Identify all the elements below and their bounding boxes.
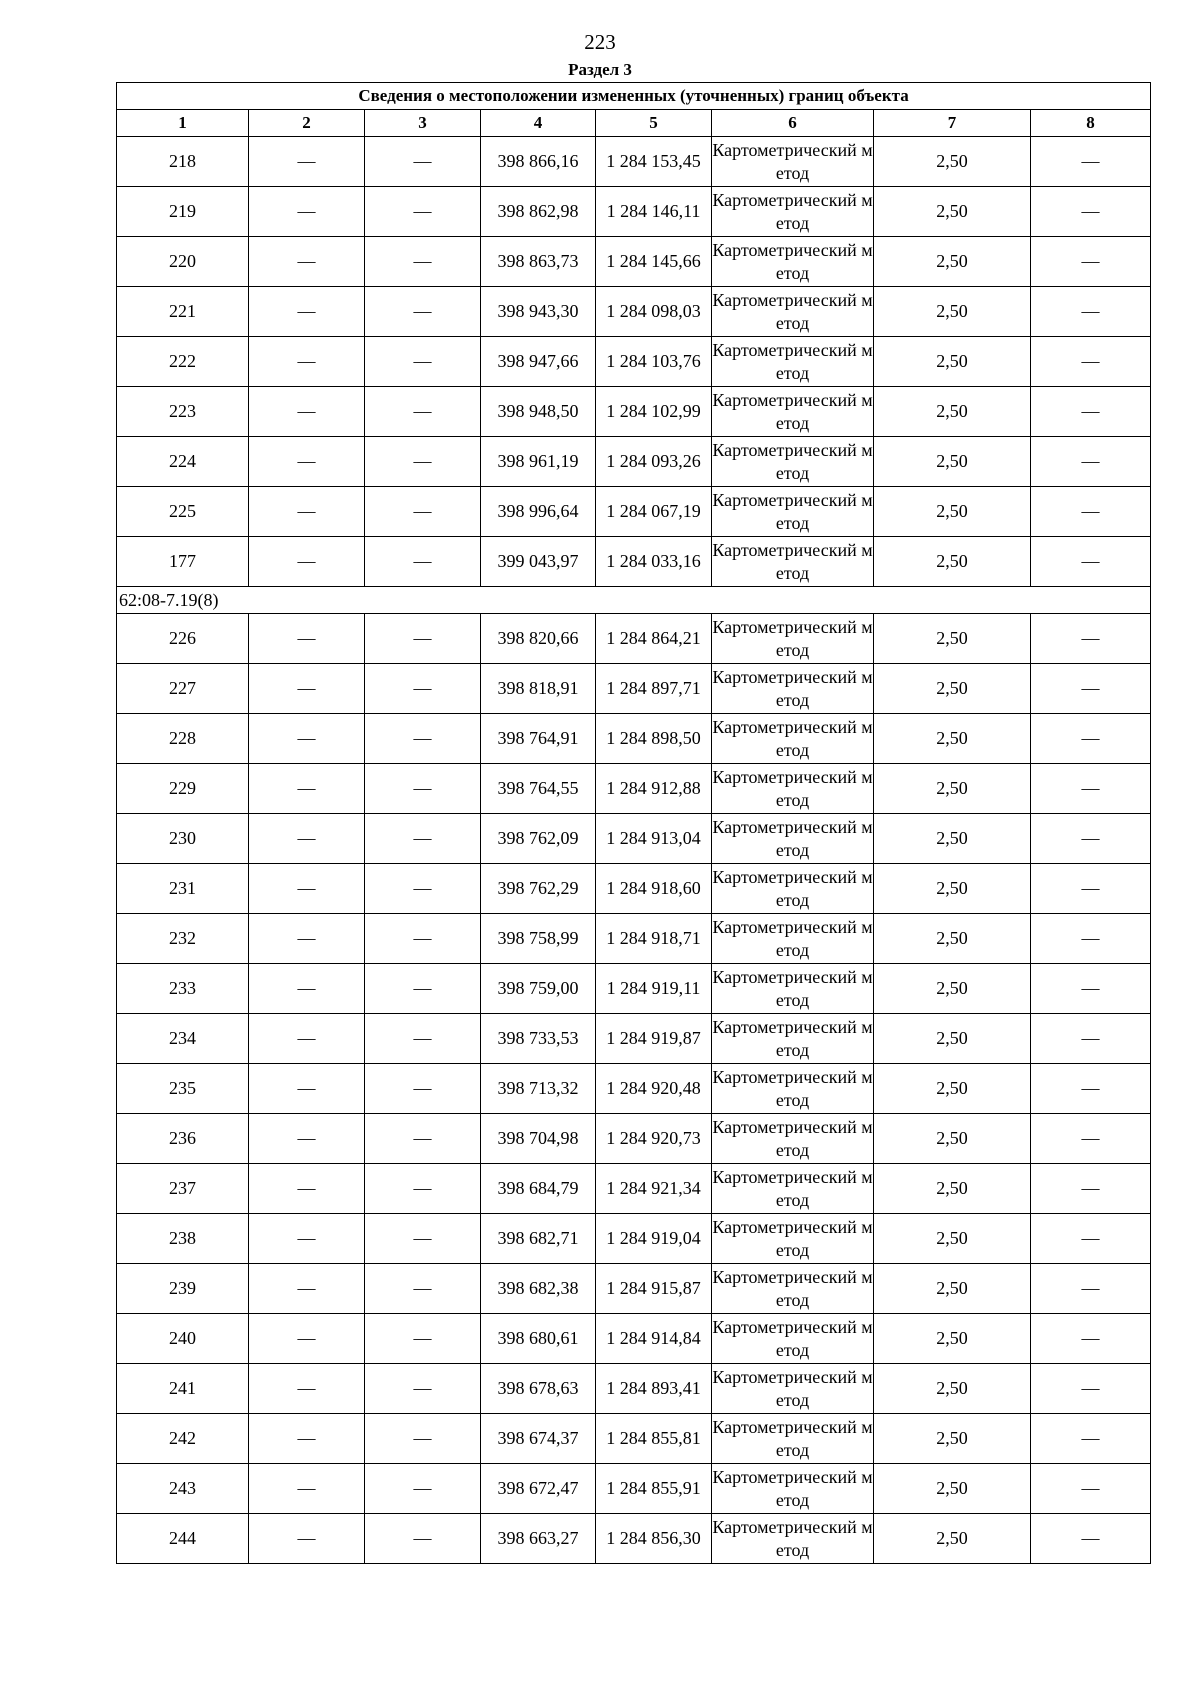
x-coordinate-cell: 398 961,19: [481, 437, 596, 487]
table-row: [117, 1114, 1151, 1164]
point-number-cell: 222: [117, 337, 249, 387]
col2-cell: —: [249, 337, 365, 387]
col8-cell: —: [1031, 614, 1151, 664]
x-coordinate-cell: 398 713,32: [481, 1064, 596, 1114]
x-coordinate-cell: 398 863,73: [481, 237, 596, 287]
table-row: [117, 1064, 1151, 1114]
y-coordinate-cell: 1 284 919,04: [596, 1214, 712, 1264]
accuracy-cell: 2,50: [874, 1314, 1031, 1364]
point-number-cell: 244: [117, 1514, 249, 1564]
table-row: [117, 1164, 1151, 1214]
method-cell: Картометрический метод: [712, 814, 874, 864]
col3-cell: —: [365, 187, 481, 237]
y-coordinate-cell: 1 284 856,30: [596, 1514, 712, 1564]
point-number-cell: 223: [117, 387, 249, 437]
col3-cell: —: [365, 964, 481, 1014]
col8-cell: —: [1031, 387, 1151, 437]
table-body-b: [117, 614, 1151, 1564]
col2-cell: —: [249, 137, 365, 187]
x-coordinate-cell: 398 733,53: [481, 1014, 596, 1064]
accuracy-cell: 2,50: [874, 137, 1031, 187]
col8-cell: —: [1031, 1014, 1151, 1064]
method-cell: Картометрический метод: [712, 1214, 874, 1264]
col3-cell: —: [365, 814, 481, 864]
table-row: [117, 614, 1151, 664]
table-row: [117, 764, 1151, 814]
point-number-cell: 221: [117, 287, 249, 337]
col2-cell: —: [249, 714, 365, 764]
group-row: [117, 587, 1151, 614]
col2-cell: —: [249, 1114, 365, 1164]
table-row: [117, 487, 1151, 537]
x-coordinate-cell: 398 866,16: [481, 137, 596, 187]
y-coordinate-cell: 1 284 914,84: [596, 1314, 712, 1364]
col3-cell: —: [365, 1114, 481, 1164]
table-caption-row: [117, 83, 1151, 110]
table-row: [117, 1464, 1151, 1514]
col8-cell: —: [1031, 1214, 1151, 1264]
x-coordinate-cell: 398 682,38: [481, 1264, 596, 1314]
col2-cell: —: [249, 237, 365, 287]
col2-cell: —: [249, 864, 365, 914]
col3-cell: —: [365, 1264, 481, 1314]
col3-cell: —: [365, 1414, 481, 1464]
point-number-cell: 225: [117, 487, 249, 537]
y-coordinate-cell: 1 284 103,76: [596, 337, 712, 387]
col2-cell: —: [249, 437, 365, 487]
method-cell: Картометрический метод: [712, 964, 874, 1014]
method-cell: Картометрический метод: [712, 864, 874, 914]
table-caption: Сведения о местоположении измененных (уточненных) границ объекта: [117, 83, 1151, 110]
col2-cell: —: [249, 1164, 365, 1214]
x-coordinate-cell: 398 862,98: [481, 187, 596, 237]
point-number-cell: 239: [117, 1264, 249, 1314]
point-number-cell: 242: [117, 1414, 249, 1464]
table-row: [117, 337, 1151, 387]
point-number-cell: 226: [117, 614, 249, 664]
column-number: 6: [712, 110, 874, 137]
col8-cell: —: [1031, 964, 1151, 1014]
accuracy-cell: 2,50: [874, 714, 1031, 764]
x-coordinate-cell: 399 043,97: [481, 537, 596, 587]
col8-cell: —: [1031, 1464, 1151, 1514]
method-cell: Картометрический метод: [712, 714, 874, 764]
column-number: 8: [1031, 110, 1151, 137]
table-row: [117, 1264, 1151, 1314]
method-cell: Картометрический метод: [712, 387, 874, 437]
x-coordinate-cell: 398 758,99: [481, 914, 596, 964]
method-cell: Картометрический метод: [712, 1114, 874, 1164]
col8-cell: —: [1031, 1364, 1151, 1414]
col8-cell: —: [1031, 864, 1151, 914]
method-cell: Картометрический метод: [712, 1264, 874, 1314]
col2-cell: —: [249, 1464, 365, 1514]
x-coordinate-cell: 398 762,09: [481, 814, 596, 864]
y-coordinate-cell: 1 284 897,71: [596, 664, 712, 714]
accuracy-cell: 2,50: [874, 1114, 1031, 1164]
y-coordinate-cell: 1 284 153,45: [596, 137, 712, 187]
y-coordinate-cell: 1 284 146,11: [596, 187, 712, 237]
col8-cell: —: [1031, 664, 1151, 714]
col8-cell: —: [1031, 537, 1151, 587]
point-number-cell: 243: [117, 1464, 249, 1514]
point-number-cell: 238: [117, 1214, 249, 1264]
col2-cell: —: [249, 614, 365, 664]
table-row: [117, 814, 1151, 864]
accuracy-cell: 2,50: [874, 1264, 1031, 1314]
accuracy-cell: 2,50: [874, 964, 1031, 1014]
col8-cell: —: [1031, 1414, 1151, 1464]
accuracy-cell: 2,50: [874, 187, 1031, 237]
y-coordinate-cell: 1 284 918,71: [596, 914, 712, 964]
col2-cell: —: [249, 914, 365, 964]
col8-cell: —: [1031, 764, 1151, 814]
col3-cell: —: [365, 237, 481, 287]
y-coordinate-cell: 1 284 920,73: [596, 1114, 712, 1164]
x-coordinate-cell: 398 682,71: [481, 1214, 596, 1264]
table-row: [117, 1514, 1151, 1564]
col8-cell: —: [1031, 714, 1151, 764]
point-number-cell: 224: [117, 437, 249, 487]
table-row: [117, 1214, 1151, 1264]
column-number: 1: [117, 110, 249, 137]
col3-cell: —: [365, 1214, 481, 1264]
col8-cell: —: [1031, 1314, 1151, 1364]
method-cell: Картометрический метод: [712, 1164, 874, 1214]
accuracy-cell: 2,50: [874, 387, 1031, 437]
x-coordinate-cell: 398 943,30: [481, 287, 596, 337]
method-cell: Картометрический метод: [712, 664, 874, 714]
y-coordinate-cell: 1 284 898,50: [596, 714, 712, 764]
group-label: 62:08-7.19(8): [117, 587, 1151, 614]
accuracy-cell: 2,50: [874, 337, 1031, 387]
accuracy-cell: 2,50: [874, 864, 1031, 914]
accuracy-cell: 2,50: [874, 1064, 1031, 1114]
y-coordinate-cell: 1 284 067,19: [596, 487, 712, 537]
col3-cell: —: [365, 614, 481, 664]
table-row: [117, 237, 1151, 287]
method-cell: Картометрический метод: [712, 137, 874, 187]
col8-cell: —: [1031, 137, 1151, 187]
col2-cell: —: [249, 1314, 365, 1364]
method-cell: Картометрический метод: [712, 1064, 874, 1114]
method-cell: Картометрический метод: [712, 187, 874, 237]
col8-cell: —: [1031, 1114, 1151, 1164]
col8-cell: —: [1031, 1514, 1151, 1564]
table-row: [117, 1414, 1151, 1464]
col3-cell: —: [365, 287, 481, 337]
point-number-cell: 177: [117, 537, 249, 587]
coordinates-table: [116, 82, 1151, 1564]
point-number-cell: 235: [117, 1064, 249, 1114]
column-number: 2: [249, 110, 365, 137]
point-number-cell: 220: [117, 237, 249, 287]
point-number-cell: 241: [117, 1364, 249, 1414]
y-coordinate-cell: 1 284 098,03: [596, 287, 712, 337]
col3-cell: —: [365, 537, 481, 587]
method-cell: Картометрический метод: [712, 1414, 874, 1464]
col8-cell: —: [1031, 1164, 1151, 1214]
col3-cell: —: [365, 387, 481, 437]
x-coordinate-cell: 398 704,98: [481, 1114, 596, 1164]
method-cell: Картометрический метод: [712, 437, 874, 487]
column-number-row: [117, 110, 1151, 137]
accuracy-cell: 2,50: [874, 1514, 1031, 1564]
col2-cell: —: [249, 764, 365, 814]
method-cell: Картометрический метод: [712, 287, 874, 337]
method-cell: Картометрический метод: [712, 1014, 874, 1064]
col2-cell: —: [249, 1064, 365, 1114]
table-row: [117, 287, 1151, 337]
col3-cell: —: [365, 487, 481, 537]
point-number-cell: 230: [117, 814, 249, 864]
y-coordinate-cell: 1 284 919,87: [596, 1014, 712, 1064]
x-coordinate-cell: 398 663,27: [481, 1514, 596, 1564]
col3-cell: —: [365, 437, 481, 487]
point-number-cell: 228: [117, 714, 249, 764]
column-number: 7: [874, 110, 1031, 137]
table-row: [117, 137, 1151, 187]
col2-cell: —: [249, 1214, 365, 1264]
accuracy-cell: 2,50: [874, 764, 1031, 814]
y-coordinate-cell: 1 284 915,87: [596, 1264, 712, 1314]
y-coordinate-cell: 1 284 864,21: [596, 614, 712, 664]
point-number-cell: 237: [117, 1164, 249, 1214]
x-coordinate-cell: 398 680,61: [481, 1314, 596, 1364]
col2-cell: —: [249, 1414, 365, 1464]
col2-cell: —: [249, 387, 365, 437]
x-coordinate-cell: 398 818,91: [481, 664, 596, 714]
x-coordinate-cell: 398 759,00: [481, 964, 596, 1014]
col2-cell: —: [249, 964, 365, 1014]
column-number: 5: [596, 110, 712, 137]
x-coordinate-cell: 398 672,47: [481, 1464, 596, 1514]
table-row: [117, 1364, 1151, 1414]
x-coordinate-cell: 398 948,50: [481, 387, 596, 437]
method-cell: Картометрический метод: [712, 537, 874, 587]
y-coordinate-cell: 1 284 893,41: [596, 1364, 712, 1414]
col3-cell: —: [365, 1164, 481, 1214]
point-number-cell: 233: [117, 964, 249, 1014]
y-coordinate-cell: 1 284 920,48: [596, 1064, 712, 1114]
col8-cell: —: [1031, 187, 1151, 237]
y-coordinate-cell: 1 284 921,34: [596, 1164, 712, 1214]
point-number-cell: 229: [117, 764, 249, 814]
col2-cell: —: [249, 814, 365, 864]
accuracy-cell: 2,50: [874, 237, 1031, 287]
col2-cell: —: [249, 1514, 365, 1564]
y-coordinate-cell: 1 284 912,88: [596, 764, 712, 814]
col3-cell: —: [365, 1364, 481, 1414]
col2-cell: —: [249, 1264, 365, 1314]
point-number-cell: 218: [117, 137, 249, 187]
col8-cell: —: [1031, 1064, 1151, 1114]
accuracy-cell: 2,50: [874, 437, 1031, 487]
accuracy-cell: 2,50: [874, 537, 1031, 587]
method-cell: Картометрический метод: [712, 337, 874, 387]
method-cell: Картометрический метод: [712, 1314, 874, 1364]
col3-cell: —: [365, 337, 481, 387]
table-row: [117, 187, 1151, 237]
col2-cell: —: [249, 287, 365, 337]
table-row: [117, 387, 1151, 437]
table-row: [117, 714, 1151, 764]
table-row: [117, 664, 1151, 714]
y-coordinate-cell: 1 284 855,81: [596, 1414, 712, 1464]
col8-cell: —: [1031, 437, 1151, 487]
col2-cell: —: [249, 487, 365, 537]
col3-cell: —: [365, 864, 481, 914]
page-number: 223: [584, 30, 616, 54]
col3-cell: —: [365, 1314, 481, 1364]
method-cell: Картометрический метод: [712, 1464, 874, 1514]
point-number-cell: 234: [117, 1014, 249, 1064]
y-coordinate-cell: 1 284 918,60: [596, 864, 712, 914]
point-number-cell: 231: [117, 864, 249, 914]
table-row: [117, 914, 1151, 964]
col8-cell: —: [1031, 337, 1151, 387]
x-coordinate-cell: 398 674,37: [481, 1414, 596, 1464]
col8-cell: —: [1031, 1264, 1151, 1314]
col3-cell: —: [365, 764, 481, 814]
x-coordinate-cell: 398 820,66: [481, 614, 596, 664]
y-coordinate-cell: 1 284 102,99: [596, 387, 712, 437]
col3-cell: —: [365, 137, 481, 187]
method-cell: Картометрический метод: [712, 487, 874, 537]
point-number-cell: 232: [117, 914, 249, 964]
x-coordinate-cell: 398 678,63: [481, 1364, 596, 1414]
col2-cell: —: [249, 1014, 365, 1064]
col3-cell: —: [365, 1464, 481, 1514]
col8-cell: —: [1031, 237, 1151, 287]
accuracy-cell: 2,50: [874, 1014, 1031, 1064]
accuracy-cell: 2,50: [874, 614, 1031, 664]
method-cell: Картометрический метод: [712, 764, 874, 814]
col2-cell: —: [249, 1364, 365, 1414]
table-row: [117, 1314, 1151, 1364]
point-number-cell: 219: [117, 187, 249, 237]
y-coordinate-cell: 1 284 855,91: [596, 1464, 712, 1514]
x-coordinate-cell: 398 996,64: [481, 487, 596, 537]
accuracy-cell: 2,50: [874, 1164, 1031, 1214]
y-coordinate-cell: 1 284 919,11: [596, 964, 712, 1014]
column-number: 4: [481, 110, 596, 137]
col2-cell: —: [249, 664, 365, 714]
table-row: [117, 437, 1151, 487]
col8-cell: —: [1031, 287, 1151, 337]
method-cell: Картометрический метод: [712, 914, 874, 964]
accuracy-cell: 2,50: [874, 487, 1031, 537]
point-number-cell: 227: [117, 664, 249, 714]
accuracy-cell: 2,50: [874, 914, 1031, 964]
table-body-a: [117, 137, 1151, 587]
accuracy-cell: 2,50: [874, 1464, 1031, 1514]
method-cell: Картометрический метод: [712, 237, 874, 287]
col3-cell: —: [365, 1064, 481, 1114]
method-cell: Картометрический метод: [712, 614, 874, 664]
table-row: [117, 537, 1151, 587]
column-number: 3: [365, 110, 481, 137]
col3-cell: —: [365, 664, 481, 714]
accuracy-cell: 2,50: [874, 664, 1031, 714]
y-coordinate-cell: 1 284 913,04: [596, 814, 712, 864]
accuracy-cell: 2,50: [874, 1414, 1031, 1464]
point-number-cell: 240: [117, 1314, 249, 1364]
accuracy-cell: 2,50: [874, 1364, 1031, 1414]
accuracy-cell: 2,50: [874, 1214, 1031, 1264]
group-section: [117, 587, 1151, 614]
col3-cell: —: [365, 714, 481, 764]
table-row: [117, 1014, 1151, 1064]
x-coordinate-cell: 398 764,91: [481, 714, 596, 764]
col3-cell: —: [365, 1514, 481, 1564]
col2-cell: —: [249, 187, 365, 237]
x-coordinate-cell: 398 764,55: [481, 764, 596, 814]
x-coordinate-cell: 398 762,29: [481, 864, 596, 914]
method-cell: Картометрический метод: [712, 1514, 874, 1564]
table-row: [117, 964, 1151, 1014]
accuracy-cell: 2,50: [874, 287, 1031, 337]
x-coordinate-cell: 398 684,79: [481, 1164, 596, 1214]
col8-cell: —: [1031, 814, 1151, 864]
col8-cell: —: [1031, 914, 1151, 964]
table-row: [117, 864, 1151, 914]
accuracy-cell: 2,50: [874, 814, 1031, 864]
col8-cell: —: [1031, 487, 1151, 537]
col2-cell: —: [249, 537, 365, 587]
x-coordinate-cell: 398 947,66: [481, 337, 596, 387]
y-coordinate-cell: 1 284 033,16: [596, 537, 712, 587]
method-cell: Картометрический метод: [712, 1364, 874, 1414]
y-coordinate-cell: 1 284 145,66: [596, 237, 712, 287]
point-number-cell: 236: [117, 1114, 249, 1164]
col3-cell: —: [365, 914, 481, 964]
y-coordinate-cell: 1 284 093,26: [596, 437, 712, 487]
section-title: Раздел 3: [568, 60, 632, 79]
col3-cell: —: [365, 1014, 481, 1064]
